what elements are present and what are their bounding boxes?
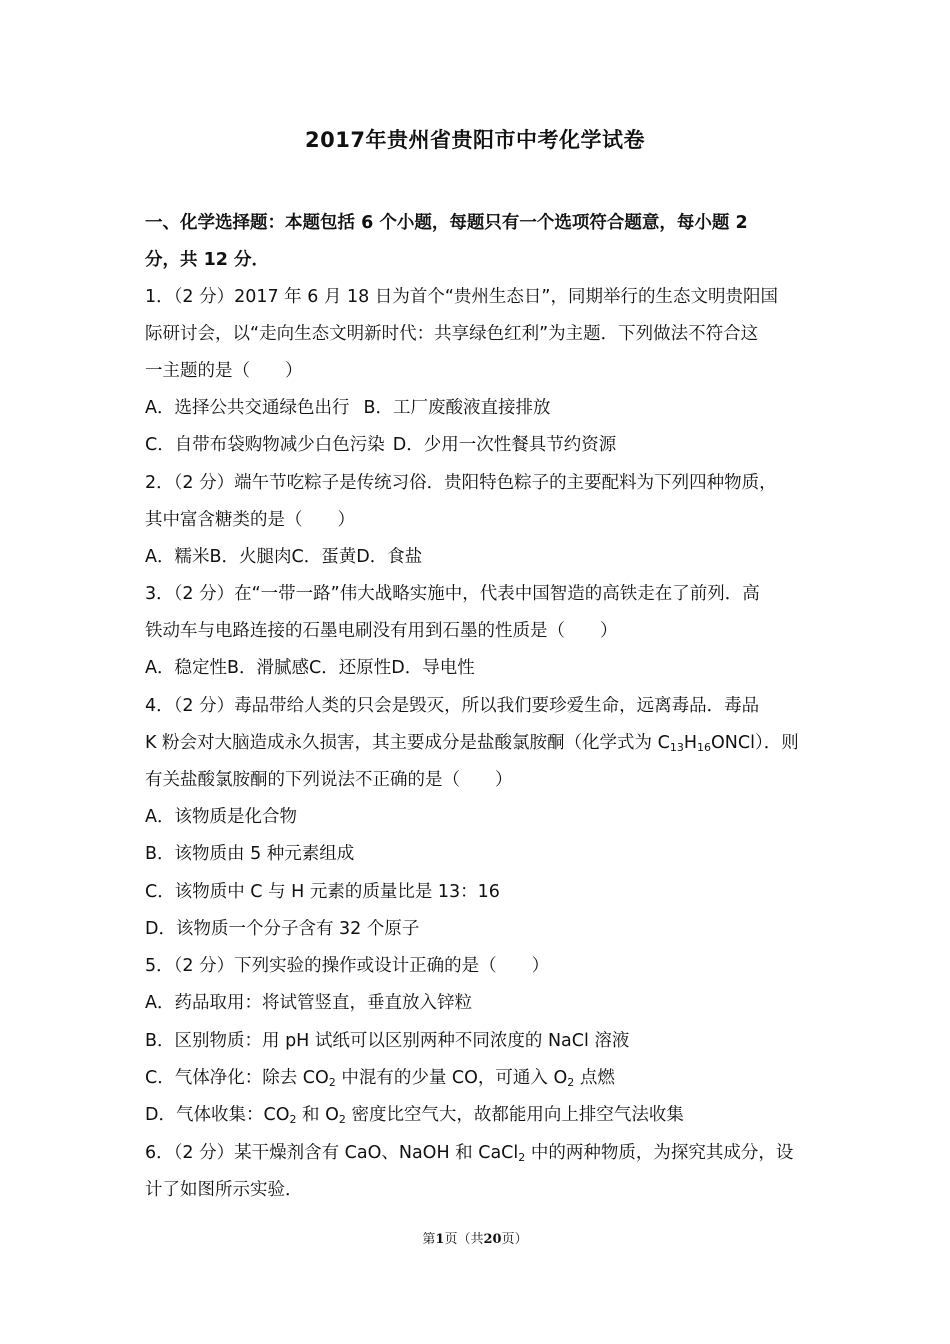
q5-option-c [145,1065,810,1091]
q2-option-d: D．食盐 [356,547,423,567]
q1-option-d: D．少用一次性餐具节约资源 [392,435,617,455]
q6-stem-part1: 6．（2 分）某干燥剂含有 CaO、NaOH 和 CaCl [145,1143,519,1163]
q4-stem-line2-text: K 粉会对大脑造成永久损害，其主要成分是盐酸氯胺酮（化学式为 C [145,733,670,753]
q2-options [145,544,810,570]
q5-option-c-sub1: 2 [328,1076,336,1089]
q1-option-b: B．工厂废酸液直接排放 [363,398,551,418]
section-heading-line2: 分，共 12 分． [145,250,270,270]
q4-stem-line2 [145,730,810,756]
q3-option-b: B．滑腻感 [226,658,309,678]
q4-subscript-13: 13 [669,741,684,754]
q3-option-d: D．导电性 [391,658,475,678]
q5-option-b: B．区别物质：用 pH 试纸可以区别两种不同浓度的 NaCl 溶液 [145,1031,630,1051]
q2-option-b: B．火腿肉 [209,547,292,567]
q1-stem-line3: 一主题的是（ ） [145,361,303,381]
q3-option-c: C．还原性 [309,658,392,678]
q5-option-d-part3: 密度比空气大，故都能用向上排空气法收集 [345,1105,684,1125]
q3-options [145,655,810,681]
q5-stem: 5．（2 分）下列实验的操作或设计正确的是（ ） [145,956,550,976]
q5-option-d-sub2: 2 [338,1113,346,1126]
footer-middle: 页（共 [444,1232,484,1247]
section-heading-line1: 一、化学选择题：本题包括 6 个小题，每题只有一个选项符合题意，每小题 2 [145,213,748,233]
q4-stem-line1: 4．（2 分）毒品带给人类的只会是毁灭，所以我们要珍爱生命，远离毒品．毒品 [145,696,760,716]
q4-option-a: A．该物质是化合物 [145,807,297,827]
q4-option-b: B．该物质由 5 种元素组成 [145,844,355,864]
q5-option-d-part2: 和 O [296,1105,339,1125]
q3-stem-line1: 3．（2 分）在“一带一路”伟大战略实施中，代表中国智造的高铁走在了前列．高 [145,584,760,604]
q5-option-d [145,1102,810,1128]
q4-formula-h: H [683,733,697,753]
q6-subscript-2: 2 [518,1151,526,1164]
footer-total-pages: 20 [483,1232,502,1247]
q5-option-d-sub1: 2 [289,1113,297,1126]
q1-option-c: C．自带布袋购物减少白色污染 [145,435,385,455]
q6-stem-part2: 中的两种物质，为探究其成分，设 [525,1143,794,1163]
q5-option-c-sub2: 2 [567,1076,575,1089]
q2-stem-line1: 2．（2 分）端午节吃粽子是传统习俗．贵阳特色粽子的主要配料为下列四种物质， [145,473,777,493]
q6-stem-line2: 计了如图所示实验． [145,1180,303,1200]
footer-prefix: 第 [422,1232,436,1247]
q2-option-a: A．糯米 [145,547,210,567]
q2-stem-line2: 其中富含糖类的是（ ） [145,510,355,530]
q1-options-row1 [145,395,810,421]
page-footer [0,1228,950,1247]
q5-option-c-part3: 点燃 [574,1068,615,1088]
q5-option-c-part2: 中混有的少量 CO，可通入 O [335,1068,568,1088]
q5-option-c-part1: C．气体净化：除去 CO [145,1068,329,1088]
q3-stem-line2: 铁动车与电路连接的石墨电刷没有用到石墨的性质是（ ） [145,621,618,641]
q4-formula-tail: ONCl）．则 [711,733,799,753]
q1-option-a: A．选择公共交通绿色出行 [145,398,350,418]
q4-option-c: C．该物质中 C 与 H 元素的质量比是 13：16 [145,882,500,902]
page-title: 2017年贵州省贵阳市中考化学试卷 [305,128,645,152]
q1-options-row2 [145,432,810,458]
footer-suffix: 页） [501,1232,528,1247]
q1-stem-line2: 际研讨会，以“走向生态文明新时代：共享绿色红利”为主题．下列做法不符合这 [145,324,759,344]
q4-subscript-16: 16 [697,741,711,754]
q5-option-a: A．药品取用：将试管竖直，垂直放入锌粒 [145,993,472,1013]
q2-option-c: C．蛋黄 [291,547,357,567]
q4-option-d: D．该物质一个分子含有 32 个原子 [145,919,420,939]
q6-stem-line1 [145,1140,810,1166]
q4-stem-line3: 有关盐酸氯胺酮的下列说法不正确的是（ ） [145,770,513,790]
footer-page-number: 1 [435,1232,445,1247]
q5-option-d-part1: D．气体收集：CO [145,1105,290,1125]
q1-stem-line1: 1．（2 分）2017 年 6 月 18 日为首个“贵州生态日”，同期举行的生态文明贵阳国 [145,287,778,307]
q3-option-a: A．稳定性 [145,658,227,678]
